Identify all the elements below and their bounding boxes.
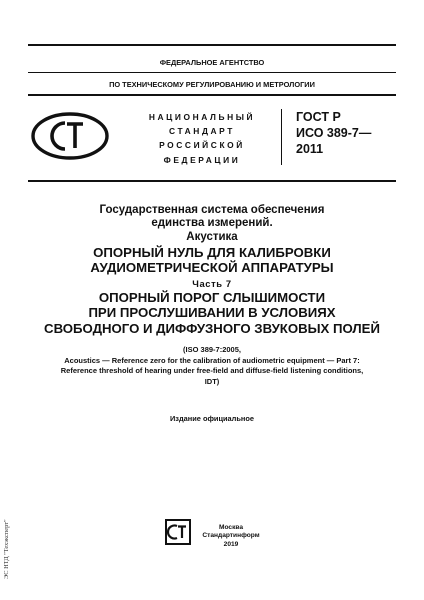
publisher-city: Москва [218, 524, 244, 531]
national-line-4: ФЕДЕРАЦИИ [163, 154, 241, 165]
national-standard-label [132, 110, 272, 167]
iso-reference [0, 345, 424, 387]
standard-code-line-3: 2011 [296, 142, 324, 156]
series-title [0, 204, 424, 244]
agency-divider [28, 72, 396, 73]
publisher-year: 2019 [223, 540, 239, 548]
part-label: Часть 7 [192, 278, 232, 289]
side-watermark-text: ЭС НТД "Техэксперт" [3, 519, 10, 579]
main-title-line-1: ОПОРНЫЙ НУЛЬ ДЛЯ КАЛИБРОВКИ [93, 245, 331, 260]
subtitle-line-1: ОПОРНЫЙ ПОРОГ СЛЫШИМОСТИ [98, 290, 326, 305]
standard-code-line-2: ИСО 389-7— [296, 126, 372, 140]
iso-line-2: Acoustics — Reference zero for the calibration of audiometric equipment — Part 7: [64, 355, 360, 365]
standard-code-line-1: ГОСТ Р [296, 110, 341, 124]
iso-line-3: Reference threshold of hearing under free-field and diffuse-field listening conditions, [60, 366, 364, 376]
subtitle-line-3: СВОБОДНОГО И ДИФФУЗНОГО ЗВУКОВЫХ ПОЛЕЙ [44, 320, 380, 336]
publisher-name: Стандартинформ [202, 532, 260, 540]
main-title [0, 245, 424, 275]
series-title-line-2: единства измерений. [151, 217, 273, 230]
series-title-line-1: Государственная система обеспечения [99, 204, 325, 216]
agency-line-2: ПО ТЕХНИЧЕСКОМУ РЕГУЛИРОВАНИЮ И МЕТРОЛОГИИ [109, 80, 315, 89]
series-title-line-3: Акустика [186, 230, 238, 243]
agency-line-1: ФЕДЕРАЛЬНОЕ АГЕНТСТВО [159, 58, 265, 67]
publisher-info [196, 524, 266, 549]
iso-line-4: IDT) [204, 376, 220, 386]
subtitle-line-2: ПРИ ПРОСЛУШИВАНИИ В УСЛОВИЯХ [88, 305, 336, 321]
standard-divider [281, 109, 282, 165]
top-rule [28, 44, 396, 46]
subtitle [0, 290, 424, 336]
standard-code [296, 109, 406, 157]
rst-gost-logo [30, 111, 110, 161]
national-line-2: СТАНДАРТ [169, 126, 235, 137]
main-title-line-2: АУДИОМЕТРИЧЕСКОЙ АППАРАТУРЫ [90, 260, 334, 275]
national-line-1: НАЦИОНАЛЬНЫЙ [148, 112, 256, 122]
standartinform-logo [165, 519, 191, 545]
edition-label: Издание официальное [169, 414, 254, 423]
iso-line-1: (ISO 389-7:2005, [183, 345, 241, 354]
header-bottom-rule [28, 94, 396, 96]
national-line-3: РОССИЙСКОЙ [159, 140, 245, 151]
standard-bottom-rule [28, 180, 396, 182]
